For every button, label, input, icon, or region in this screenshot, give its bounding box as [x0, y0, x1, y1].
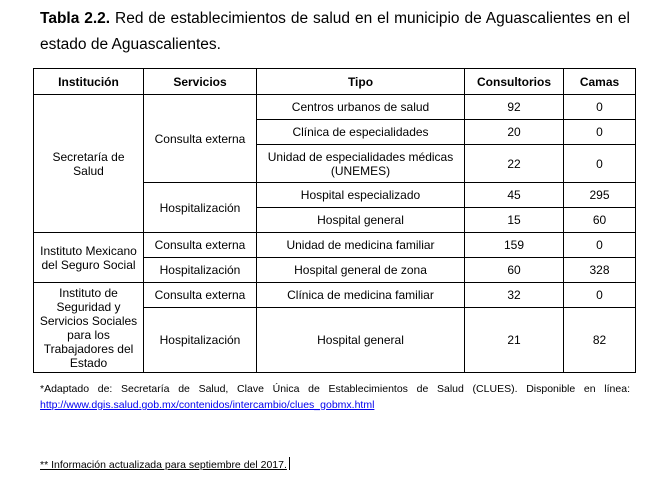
caption-label: Tabla 2.2.: [40, 10, 111, 27]
tipo-cell: Centros urbanos de salud: [257, 95, 465, 120]
consultorios-cell: 60: [465, 258, 564, 283]
update-note-text: ** Información actualizada para septiembre del 2017.: [40, 459, 287, 471]
service-cell: Hospitalización: [144, 258, 257, 283]
header-institucion: Institución: [34, 69, 144, 95]
camas-cell: 295: [564, 183, 636, 208]
health-facilities-table: [33, 68, 636, 373]
table-row: [34, 233, 636, 258]
consultorios-cell: 20: [465, 120, 564, 145]
camas-cell: 0: [564, 95, 636, 120]
service-cell: Consulta externa: [144, 233, 257, 258]
caption-text: Red de establecimientos de salud en el municipio de Aguascalientes en el estado de Aguascalientes.: [40, 10, 630, 53]
consultorios-cell: 159: [465, 233, 564, 258]
consultorios-cell: 92: [465, 95, 564, 120]
consultorios-cell: 45: [465, 183, 564, 208]
tipo-cell: Hospital especializado: [257, 183, 465, 208]
source-note: [40, 381, 630, 413]
tipo-cell: Clínica de especialidades: [257, 120, 465, 145]
consultorios-cell: 21: [465, 308, 564, 373]
service-cell: Consulta externa: [144, 95, 257, 183]
consultorios-cell: 15: [465, 208, 564, 233]
camas-cell: 0: [564, 233, 636, 258]
tipo-cell: Hospital general: [257, 308, 465, 373]
header-servicios: Servicios: [144, 69, 257, 95]
table-row: [34, 283, 636, 308]
camas-cell: 82: [564, 308, 636, 373]
camas-cell: 60: [564, 208, 636, 233]
header-consultorios: Consultorios: [465, 69, 564, 95]
tipo-cell: Clínica de medicina familiar: [257, 283, 465, 308]
camas-cell: 0: [564, 145, 636, 183]
camas-cell: 0: [564, 120, 636, 145]
institution-cell: Instituto de Seguridad y Servicios Sociales para los Trabajadores del Estado: [34, 283, 144, 373]
camas-cell: 0: [564, 283, 636, 308]
tipo-cell: Hospital general de zona: [257, 258, 465, 283]
tipo-cell: Unidad de especialidades médicas (UNEMES): [257, 145, 465, 183]
tipo-cell: Hospital general: [257, 208, 465, 233]
update-note: [40, 457, 290, 472]
service-cell: Hospitalización: [144, 183, 257, 233]
text-cursor: [289, 457, 290, 470]
source-link[interactable]: http://www.dgis.salud.gob.mx/contenidos/intercambio/clues_gobmx.html: [40, 399, 375, 411]
tipo-cell: Unidad de medicina familiar: [257, 233, 465, 258]
header-camas: Camas: [564, 69, 636, 95]
source-note-text: *Adaptado de: Secretaría de Salud, Clave Única de Establecimientos de Salud (CLUES). Disponible en línea:: [40, 383, 630, 395]
table-header-row: [34, 69, 636, 95]
table-caption: [40, 6, 630, 58]
service-cell: Consulta externa: [144, 283, 257, 308]
consultorios-cell: 22: [465, 145, 564, 183]
service-cell: Hospitalización: [144, 308, 257, 373]
institution-cell: Secretaría de Salud: [34, 95, 144, 233]
header-tipo: Tipo: [257, 69, 465, 95]
consultorios-cell: 32: [465, 283, 564, 308]
camas-cell: 328: [564, 258, 636, 283]
table-row: [34, 95, 636, 120]
institution-cell: Instituto Mexicano del Seguro Social: [34, 233, 144, 283]
